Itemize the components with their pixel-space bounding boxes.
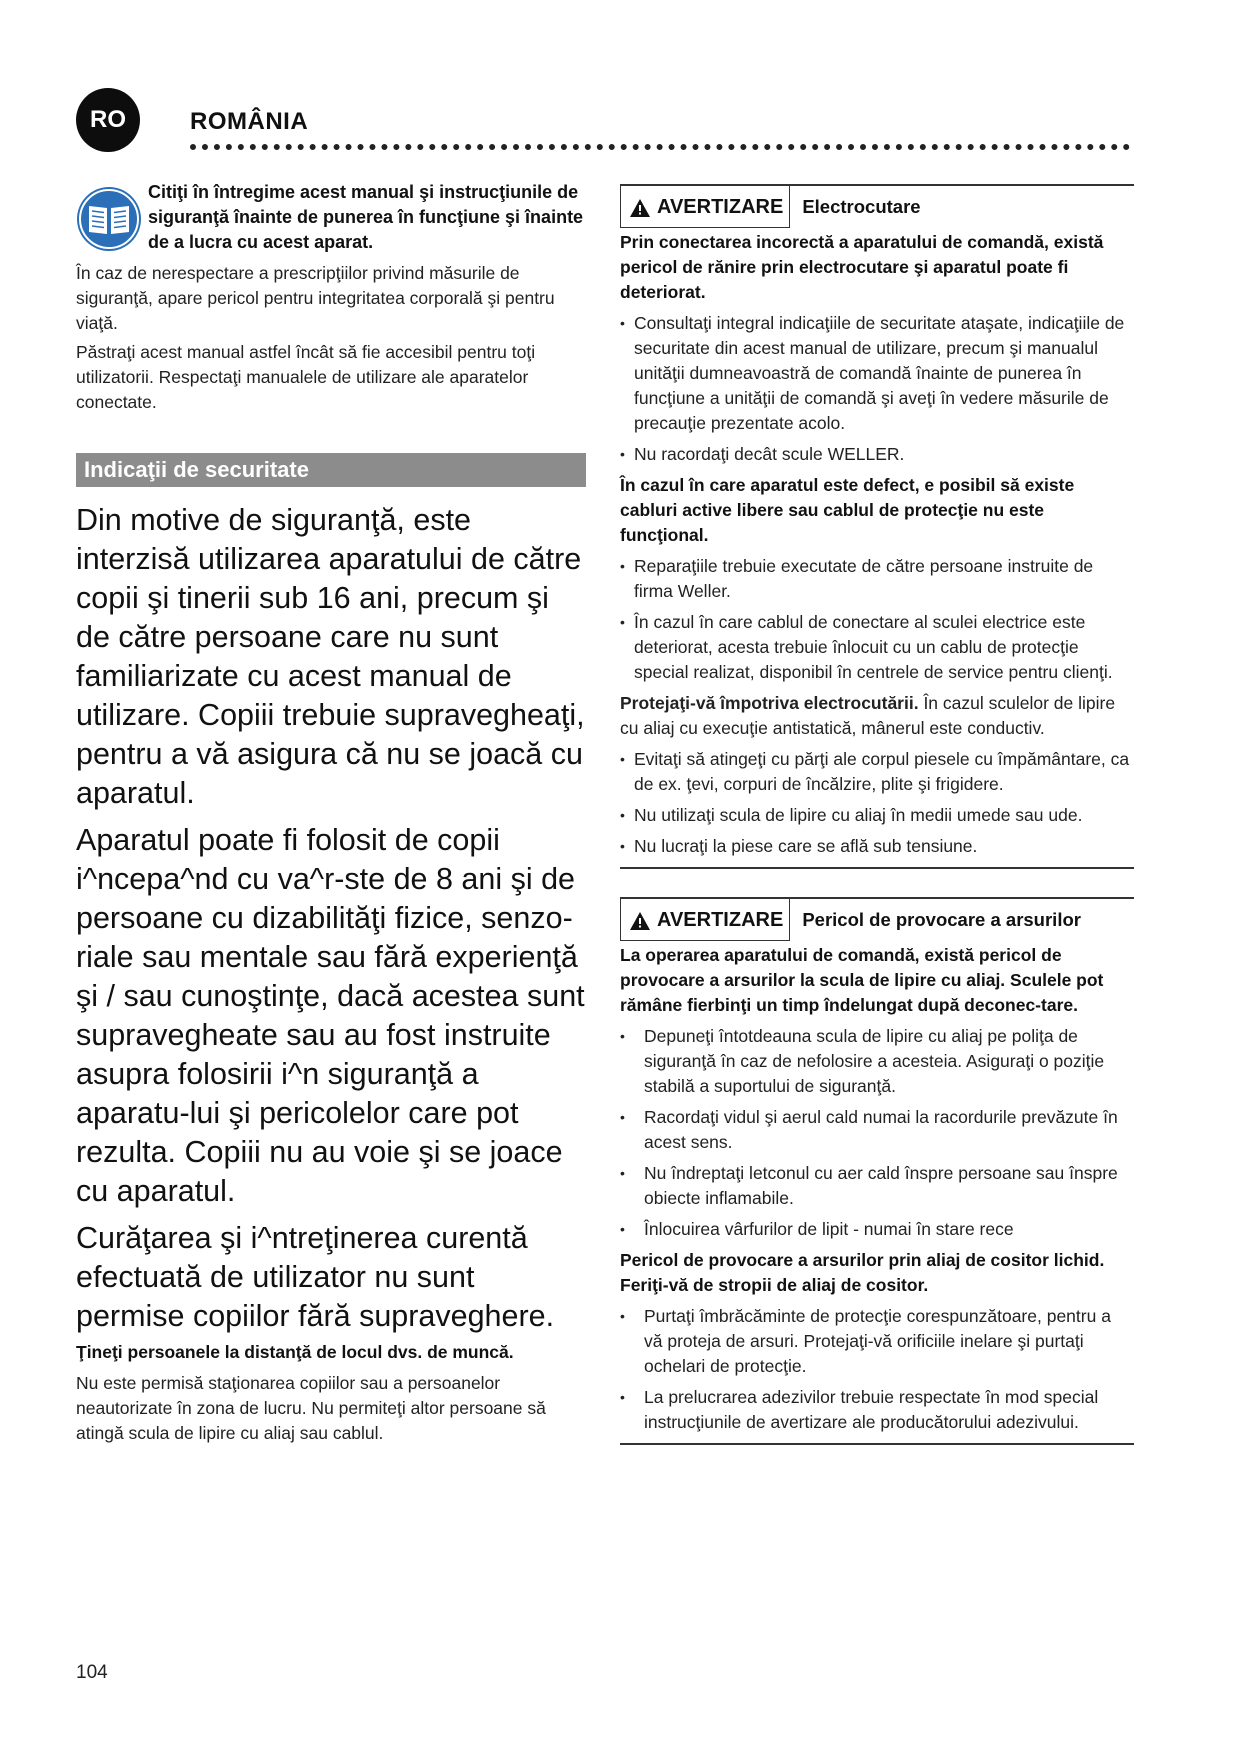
warning-label xyxy=(620,899,790,941)
list-item: • Evitaţi să atingeţi cu părţi ale corpul piesele cu împământare, ca de ex. ţevi, corpuri de încălzire, plite şi frigidere. xyxy=(620,747,1134,797)
page-number: 104 xyxy=(76,1662,108,1683)
list-item: • Depuneţi întotdeauna scula de lipire cu aliaj pe poliţa de siguranţă în caz de nefolosire a acesteia. Asiguraţi o poziţie stabilă a suportului de siguranţă. xyxy=(620,1024,1134,1099)
bullet-list xyxy=(620,311,1134,467)
protect-text: În cazul sculelor de lipire cu aliaj cu execuţie antistatică, mânerul este conductiv. xyxy=(620,693,1116,738)
warning-title: Pericol de provocare a arsurilor xyxy=(802,909,1081,930)
warning-label xyxy=(620,186,790,228)
list-item: • La prelucrarea adezivilor trebuie respectate în mod special instrucţiunile de avertizare ale producătorului adezivului. xyxy=(620,1385,1134,1435)
warning-label-text: AVERTIZARE xyxy=(657,909,784,931)
bullet-list xyxy=(620,1304,1134,1435)
warning-triangle-icon xyxy=(629,198,651,218)
list-item: • Racordaţi vidul şi aerul cald numai la racordurile prevăzute în acest sens. xyxy=(620,1105,1134,1155)
list-item: • Nu îndreptaţi letconul cu aer cald înspre persoane sau înspre obiecte inflamabile. xyxy=(620,1161,1134,1211)
list-item: • Consultaţi integral indicaţiile de securitate ataşate, indicaţiile de securitate din acest manual de utilizare, precum şi manualul unităţii dumneavoastră de comandă înainte de punerea în funcţiune a unităţii de comandă şi aveţi în vedere măsurile de precauţie prezentate acolo. xyxy=(620,311,1134,436)
list-item: • În cazul în care cablul de conectare al sculei electrice este deteriorat, acesta trebuie înlocuit cu un cablu de protecţie special realizat, disponibil în centrele de service pentru clienţi. xyxy=(620,610,1134,685)
intro-text: Citiţi în întregime acest manual şi instrucţiunile de siguranţă înainte de punerea în funcţiune şi înainte de a lucra cu acest aparat. xyxy=(148,182,584,252)
left-column xyxy=(76,180,586,1446)
section-heading: Indicaţii de securitate xyxy=(76,453,586,487)
bullet-list xyxy=(620,554,1134,685)
large-warning-paragraph: Aparatul poate fi folosit de copii i^ncepa^nd cu va^r-ste de 8 ani şi de persoane cu dizabilităţi fizice, senzo-riale sau mentale sau fără experienţă şi / sau cunoştinţe, dacă acestea sunt supravegheate sau au fost instruite asupra folosirii i^n siguranţă a aparatu-lui şi pericolelor care pot rezulta. Copiii nu au voie şi se joace cu aparatul. xyxy=(76,823,585,1208)
list-item: • Nu utilizaţi scula de lipire cu aliaj în medii umede sau ude. xyxy=(620,803,1134,828)
section-end-rule xyxy=(620,1443,1134,1445)
bullet-list xyxy=(620,747,1134,859)
bold-heading: Ţineţi persoanele la distanţă de locul dvs. de muncă. xyxy=(76,1342,514,1362)
bullet-list xyxy=(620,1024,1134,1242)
list-item: • Purtaţi îmbrăcăminte de protecţie corespunzătoare, pentru a vă proteja de arsuri. Protejaţi-vă orificiile inelare şi purtaţi ochelari de protecţie. xyxy=(620,1304,1134,1379)
paragraph: Păstraţi acest manual astfel încât să fie accesibil pentru toţi utilizatorii. Respectaţi manualele de utilizare ale aparatelor conectate. xyxy=(76,342,536,412)
protect-bold: Protejaţi-vă împotriva electrocutării. xyxy=(620,693,919,713)
warning-title: Electrocutare xyxy=(802,196,921,217)
warning-lead: Prin conectarea incorectă a aparatului de comandă, există pericol de rănire prin electrocutare şi aparatul poate fi deteriorat. xyxy=(620,232,1104,302)
large-warning-paragraph: Din motive de siguranţă, este interzisă utilizarea aparatului de către copii şi tinerii sub 16 ani, precum şi de către persoane care nu sunt familiarizate cu acest manual de utilizare. Copiii trebuie supravegheaţi, pentru a vă asigura că nu se joacă cu aparatul. xyxy=(76,503,585,810)
warning-lead: La operarea aparatului de comandă, există pericol de provocare a arsurilor la scula de lipire cu aliaj. Sculele pot rămâne fierbinţi un timp îndelungat după deconec-tare. xyxy=(620,945,1104,1015)
warning-triangle-icon xyxy=(629,911,651,931)
read-manual-icon xyxy=(76,186,142,252)
list-item: • Înlocuirea vârfurilor de lipit - numai în stare rece xyxy=(620,1217,1134,1242)
intro-block xyxy=(76,180,586,255)
large-warning-paragraph: Curăţarea şi i^ntreţinerea curentă efectuată de utilizator nu sunt permise copiilor fără supraveghere. xyxy=(76,1221,555,1333)
paragraph: Nu este permisă staţionarea copiilor sau a persoanelor neautorizate în zona de lucru. Nu permiteţi altor persoane să atingă scula de lipire cu aliaj sau cablul. xyxy=(76,1373,546,1443)
warning-lead: În cazul în care aparatul este defect, e posibil să existe cabluri active libere sau cablul de protecţie nu este funcţional. xyxy=(620,475,1075,545)
list-item: • Nu racordaţi decât scule WELLER. xyxy=(620,442,1134,467)
dotted-divider xyxy=(190,144,1130,150)
warning-header-electrocution xyxy=(620,184,1134,228)
page-title: ROMÂNIA xyxy=(190,108,309,135)
country-badge: RO xyxy=(76,88,140,152)
warning-lead: Pericol de provocare a arsurilor prin aliaj de cositor lichid. Feriţi-vă de stropii de aliaj de cositor. xyxy=(620,1250,1105,1295)
warning-header-burns xyxy=(620,897,1134,941)
right-column xyxy=(620,184,1134,1445)
warning-label-text: AVERTIZARE xyxy=(657,196,784,218)
paragraph: În caz de nerespectare a prescripţiilor privind măsurile de siguranţă, apare pericol pentru integritatea corporală şi pentru viaţă. xyxy=(76,263,555,333)
list-item: • Reparaţiile trebuie executate de către persoane instruite de firma Weller. xyxy=(620,554,1134,604)
list-item: • Nu lucraţi la piese care se află sub tensiune. xyxy=(620,834,1134,859)
protect-paragraph xyxy=(620,691,1134,741)
section-end-rule xyxy=(620,867,1134,869)
